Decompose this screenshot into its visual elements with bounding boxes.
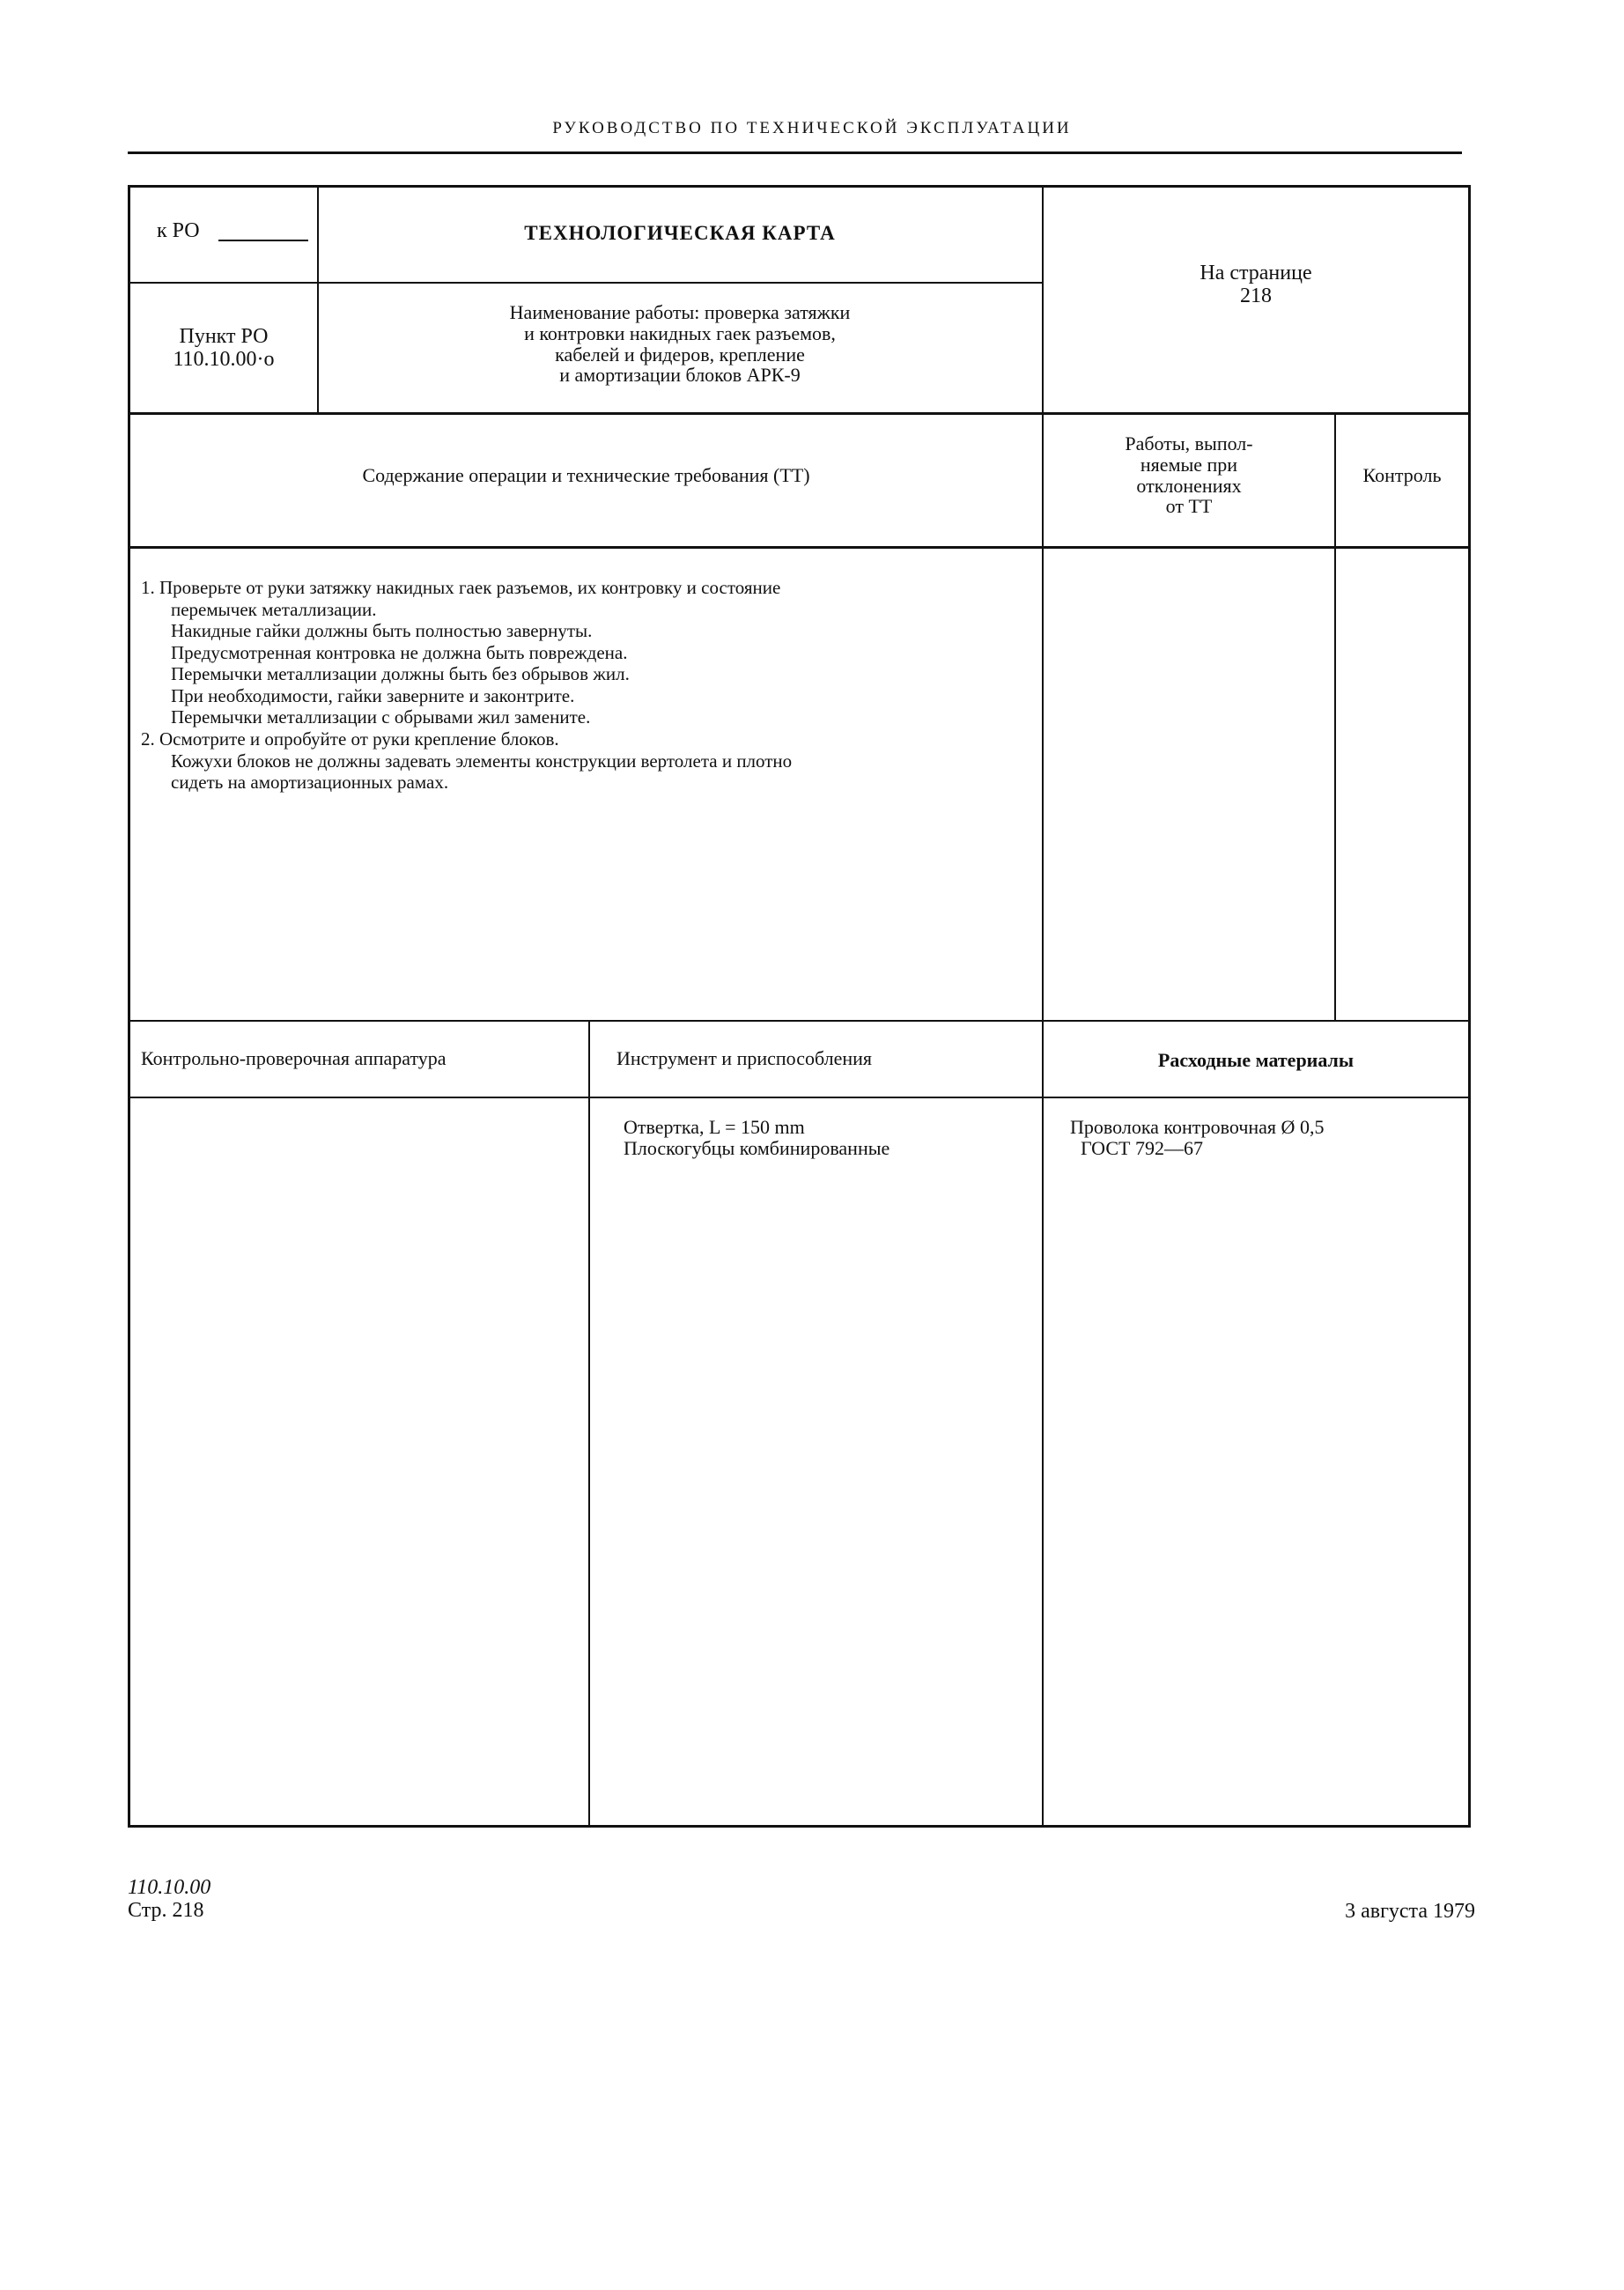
- divider: [128, 412, 1471, 415]
- content-column-header: Содержание операции и технические требования (ТТ): [362, 464, 810, 486]
- operation-line: 2. Осмотрите и опробуйте от руки крепление блоков.: [141, 728, 559, 750]
- divider: [128, 1020, 1471, 1022]
- operation-line: Накидные гайки должны быть полностью завернуты.: [171, 620, 593, 642]
- deviation-column-header: [1044, 433, 1334, 517]
- point-label: Пункт РО: [179, 325, 269, 348]
- operations-list: [141, 577, 792, 794]
- card-title: ТЕХНОЛОГИЧЕСКАЯ КАРТА: [524, 222, 836, 244]
- ref-blank-line: [218, 240, 308, 241]
- footer-left: [128, 1876, 210, 1923]
- on-page-label: На странице: [1200, 262, 1312, 284]
- deviation-header-line: Работы, выпол-: [1125, 432, 1253, 454]
- divider: [128, 1097, 1471, 1098]
- tools-list: [624, 1117, 890, 1159]
- equipment-header: Контрольно-проверочная аппаратура: [141, 1047, 447, 1069]
- page-header: РУКОВОДСТВО ПО ТЕХНИЧЕСКОЙ ЭКСПЛУАТАЦИИ: [552, 119, 1072, 137]
- operation-line: 1. Проверьте от руки затяжку накидных гаек разъемов, их контровку и состояние: [141, 577, 781, 598]
- deviation-header-line: отклонениях: [1136, 474, 1242, 497]
- ref-label: к РО: [157, 219, 200, 242]
- doc-number: 110.10.00: [128, 1876, 211, 1899]
- footer-date: 3 августа 1979: [1345, 1900, 1475, 1923]
- point-block: [130, 326, 317, 372]
- table-border-left: [128, 185, 130, 1828]
- divider: [588, 1020, 590, 1827]
- divider: [1042, 185, 1044, 1828]
- work-name: [319, 302, 1041, 386]
- materials-list: [1070, 1117, 1324, 1159]
- operation-line: При необходимости, гайки заверните и законтрите.: [171, 684, 575, 706]
- operation-line: перемычек металлизации.: [171, 598, 377, 620]
- tool-item: Отвертка, L = 150 mm: [624, 1116, 805, 1138]
- header-rule: [128, 151, 1462, 154]
- divider: [128, 282, 1044, 284]
- on-page-value: 218: [1240, 284, 1272, 307]
- operation-line: Перемычки металлизации с обрывами жил замените.: [171, 706, 591, 728]
- operation-line: Перемычки металлизации должны быть без обрывов жил.: [171, 663, 630, 685]
- work-name-line: Наименование работы: проверка затяжки: [509, 301, 851, 323]
- material-item: Проволока контровочная Ø 0,5: [1070, 1116, 1325, 1138]
- material-item: ГОСТ 792—67: [1081, 1136, 1203, 1159]
- work-name-line: кабелей и фидеров, крепление: [555, 343, 805, 366]
- operation-line: сидеть на амортизационных рамах.: [171, 772, 449, 794]
- work-name-line: и контровки накидных гаек разъемов,: [524, 321, 836, 344]
- tool-item: Плоскогубцы комбинированные: [624, 1136, 890, 1159]
- divider: [1334, 412, 1336, 1022]
- materials-header: Расходные материалы: [1157, 1049, 1355, 1071]
- point-value: 110.10.00·о: [173, 347, 275, 371]
- tools-header: Инструмент и приспособления: [616, 1047, 873, 1069]
- divider: [128, 546, 1471, 549]
- work-name-line: и амортизации блоков АРК-9: [559, 364, 801, 387]
- table-border-bottom: [128, 1825, 1471, 1828]
- on-page-block: [1044, 262, 1468, 308]
- control-column-header: Контроль: [1362, 464, 1442, 486]
- table-border-right: [1468, 185, 1471, 1828]
- page-number: Стр. 218: [128, 1899, 204, 1923]
- operation-line: Предусмотренная контровка не должна быть повреждена.: [171, 641, 628, 663]
- deviation-header-line: няемые при: [1140, 453, 1238, 476]
- operation-line: Кожухи блоков не должны задевать элементы конструкции вертолета и плотно: [171, 750, 793, 772]
- deviation-header-line: от ТТ: [1165, 495, 1213, 518]
- table-border-top: [128, 185, 1471, 188]
